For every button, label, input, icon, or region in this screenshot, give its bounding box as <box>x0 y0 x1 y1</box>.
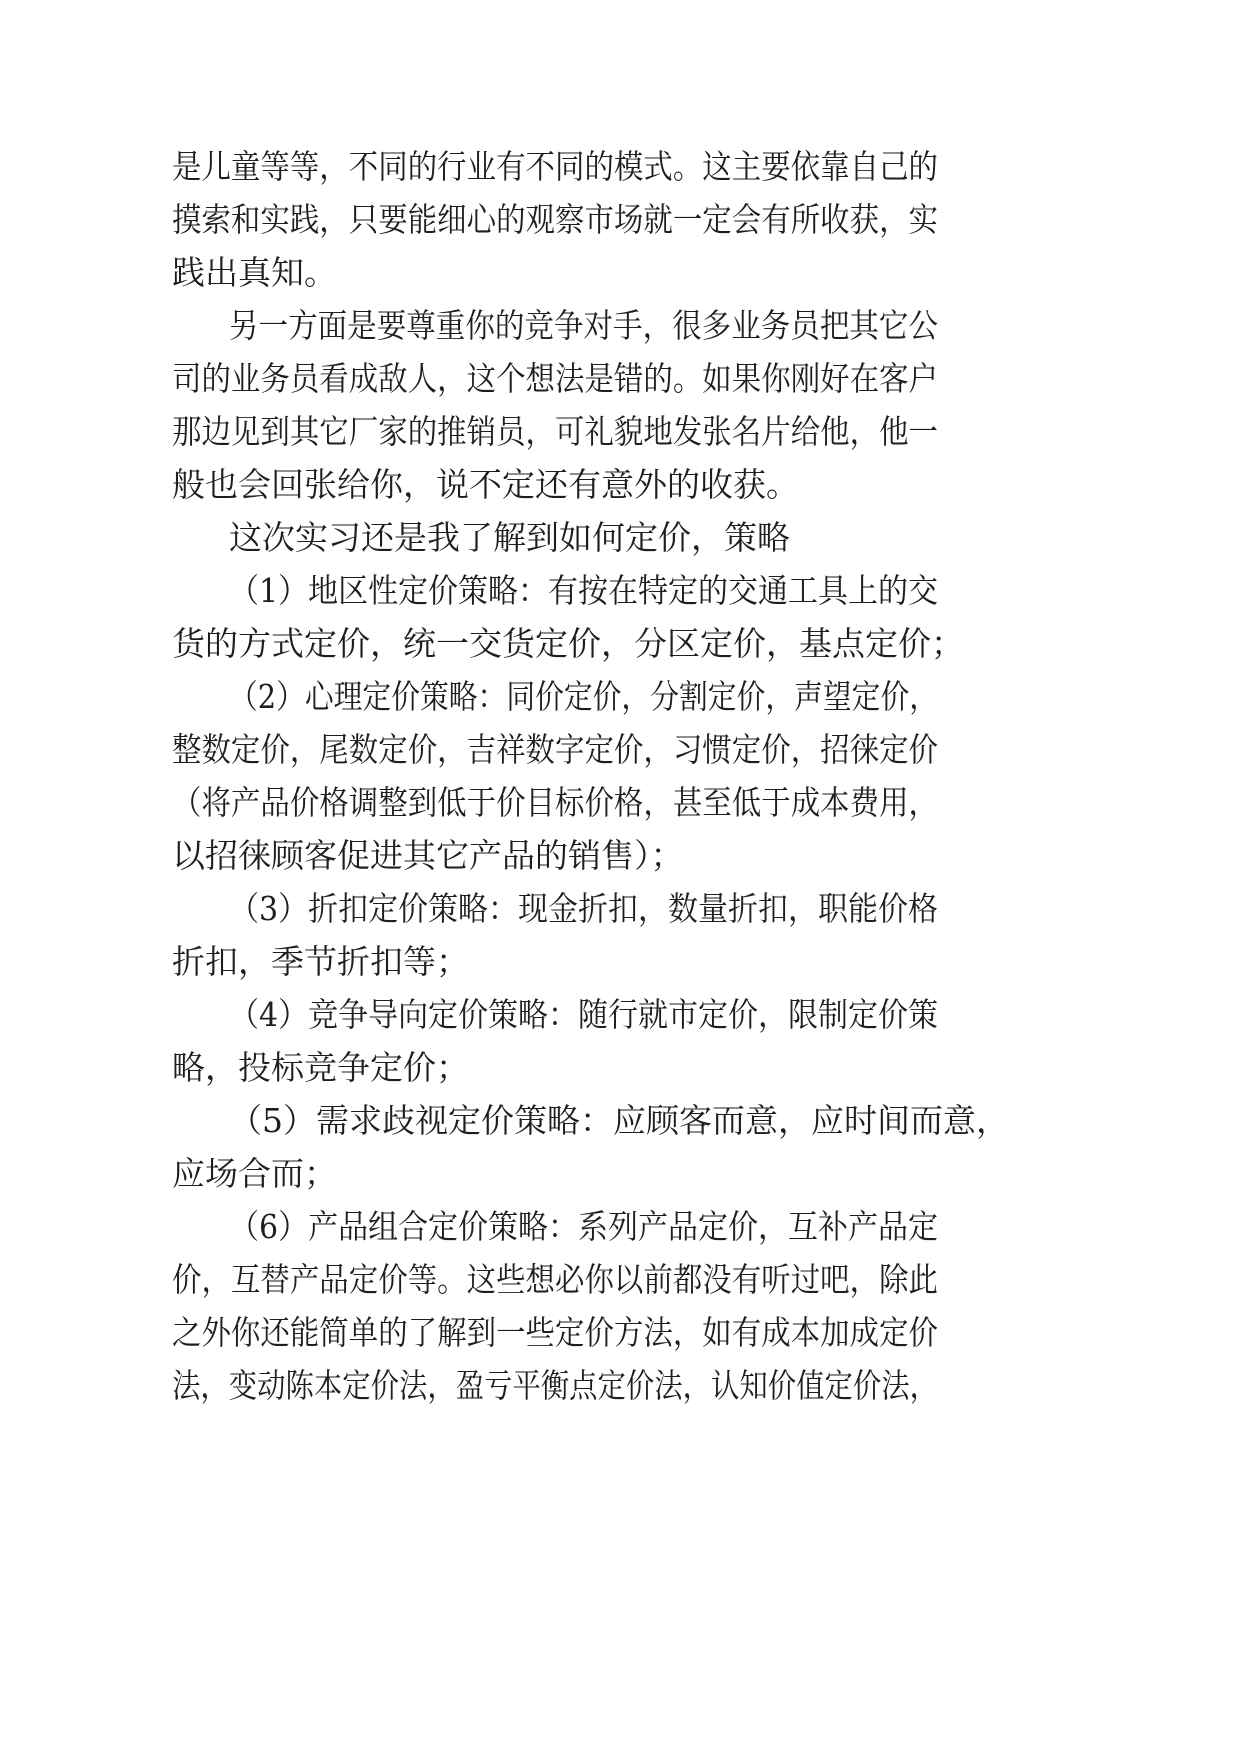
text-line: （4）竞争导向定价策略：随行就市定价，限制定价策 <box>229 995 938 1034</box>
text-line: 那边见到其它厂家的推销员，可礼貌地发张名片给他，他一 <box>172 412 938 451</box>
text-line: 是儿童等等，不同的行业有不同的模式。这主要依靠自己的 <box>172 147 938 186</box>
text-line: 践出真知。 <box>172 253 337 292</box>
text-line: 价，互替产品定价等。这些想必你以前都没有听过吧，除此 <box>172 1260 938 1299</box>
text-line: （2）心理定价策略：同价定价，分割定价，声望定价， <box>229 677 938 716</box>
text-line: 应场合而； <box>172 1154 337 1193</box>
text-line: 摸索和实践，只要能细心的观察市场就一定会有所收获，实 <box>172 200 938 239</box>
text-line: （5）需求歧视定价策略：应顾客而意，应时间而意， <box>229 1101 1009 1140</box>
text-line: 之外你还能简单的了解到一些定价方法，如有成本加成定价 <box>172 1313 938 1352</box>
text-line: （1）地区性定价策略：有按在特定的交通工具上的交 <box>229 571 938 610</box>
text-line: 略，投标竞争定价； <box>172 1048 469 1087</box>
text-line: 般也会回张给你，说不定还有意外的收获。 <box>172 465 799 504</box>
text-line: （6）产品组合定价策略：系列产品定价，互补产品定 <box>229 1207 938 1246</box>
text-line: 整数定价，尾数定价，吉祥数字定价，习惯定价，招徕定价 <box>172 730 938 769</box>
text-line: 以招徕顾客促进其它产品的销售）； <box>172 836 684 875</box>
text-line: 货的方式定价，统一交货定价，分区定价，基点定价； <box>172 624 964 663</box>
text-line: 司的业务员看成敌人，这个想法是错的。如果你刚好在客户 <box>172 359 938 398</box>
text-line: （将产品价格调整到低于价目标价格，甚至低于成本费用， <box>172 783 938 822</box>
text-line: 另一方面是要尊重你的竞争对手，很多业务员把其它公 <box>229 306 938 345</box>
text-line: 折扣，季节折扣等； <box>172 942 469 981</box>
text-line: 法，变动陈本定价法，盈亏平衡点定价法，认知价值定价法， <box>172 1366 938 1405</box>
text-line: （3）折扣定价策略：现金折扣，数量折扣，职能价格 <box>229 889 938 928</box>
text-line: 这次实习还是我了解到如何定价，策略 <box>229 518 790 557</box>
